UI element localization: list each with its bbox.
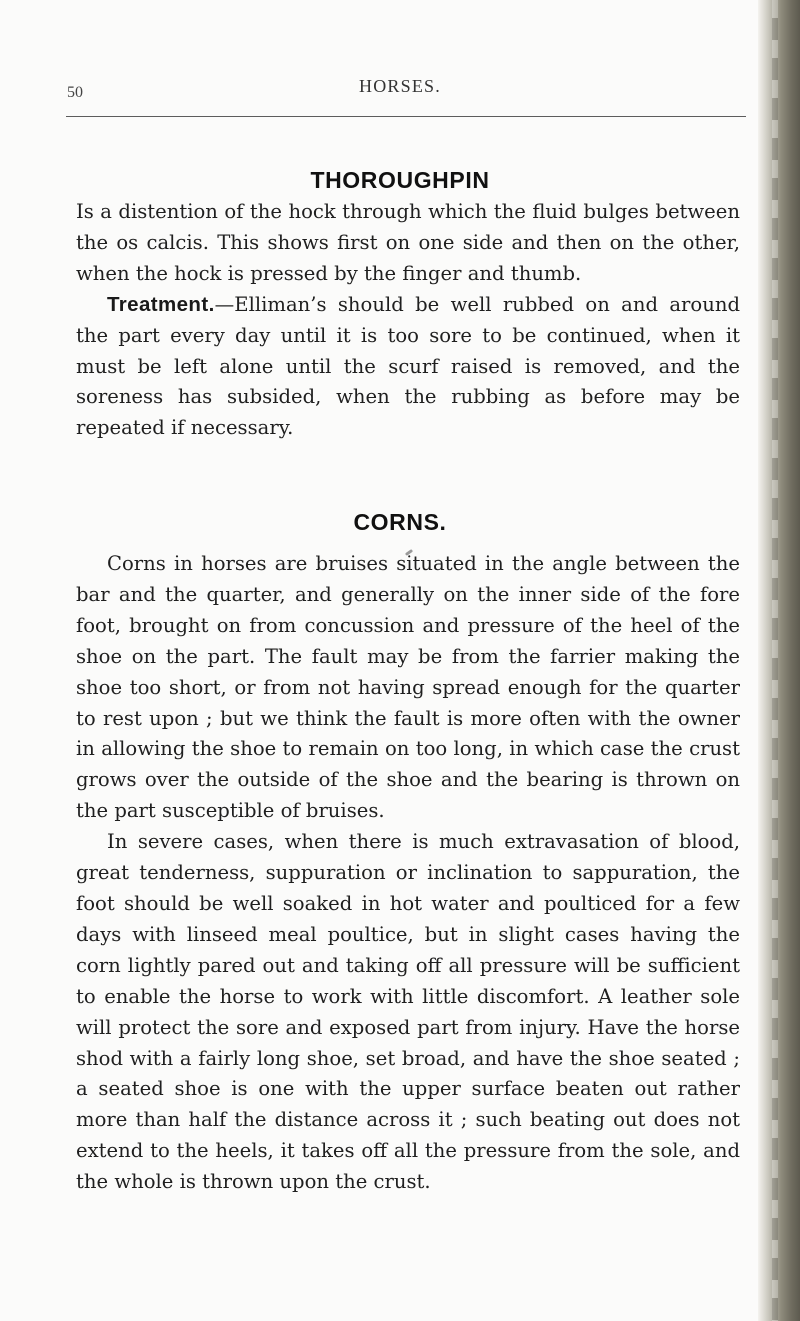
paragraph: In severe cases, when there is much extravasation of blood, great tenderness, suppuration or inclination to sappuration, the foot should be well soaked in hot water and poulticed for a few days with linseed meal poultice, but in slight cases having the corn lightly pared out and taking off all pressure will be sufficient to enable the horse to work with little discomfort. A leather sole will protect the sore and exposed part from injury. Have the horse shod with a fairly long shoe, set broad, and have the shoe seated ; a seated shoe is one with the upper surface beaten out rather more than half the distance across it ; such beating out does not extend to the heels, it takes off all the pressure from the sole, and the whole is thrown upon the crust. bbox=[76, 830, 740, 1194]
section-body-thoroughpin bbox=[76, 197, 740, 444]
running-head: HORSES. bbox=[359, 76, 441, 96]
section-title-corns: CORNS. bbox=[353, 509, 447, 535]
paragraph: Is a distention of the hock through which the fluid bulges between the os calcis. This shows first on one side and then on the other, when the hock is pressed by the finger and thumb. bbox=[76, 200, 740, 285]
header-rule bbox=[66, 116, 746, 117]
treatment-label: Treatment. bbox=[107, 292, 215, 316]
section-title-thoroughpin: THOROUGHPIN bbox=[310, 167, 490, 193]
treatment-text: —Elliman’s should be well rubbed on and around the part every day until it is too sore to be continued, when it must be left alone until the scurf raised is removed, and the soreness has subsided, when the rubbing as before may be repeated if necessary. bbox=[76, 292, 740, 440]
page-number: 50 bbox=[67, 84, 83, 101]
section-body-corns bbox=[76, 549, 740, 1198]
page-edge-shadow bbox=[758, 0, 800, 1321]
paragraph: Corns in horses are bruises situated in the angle between the bar and the quarter, and generally on the inner side of the fore foot, brought on from concussion and pressure of the heel of the shoe on the part. The fault may be from the farrier making the shoe too short, or from not having spread enough for the quarter to rest upon ; but we think the fault is more often with the owner in allowing the shoe to remain on too long, in which case the crust grows over the outside of the shoe and the bearing is thrown on the part susceptible of bruises. bbox=[76, 552, 740, 823]
treatment-paragraph bbox=[76, 290, 740, 445]
